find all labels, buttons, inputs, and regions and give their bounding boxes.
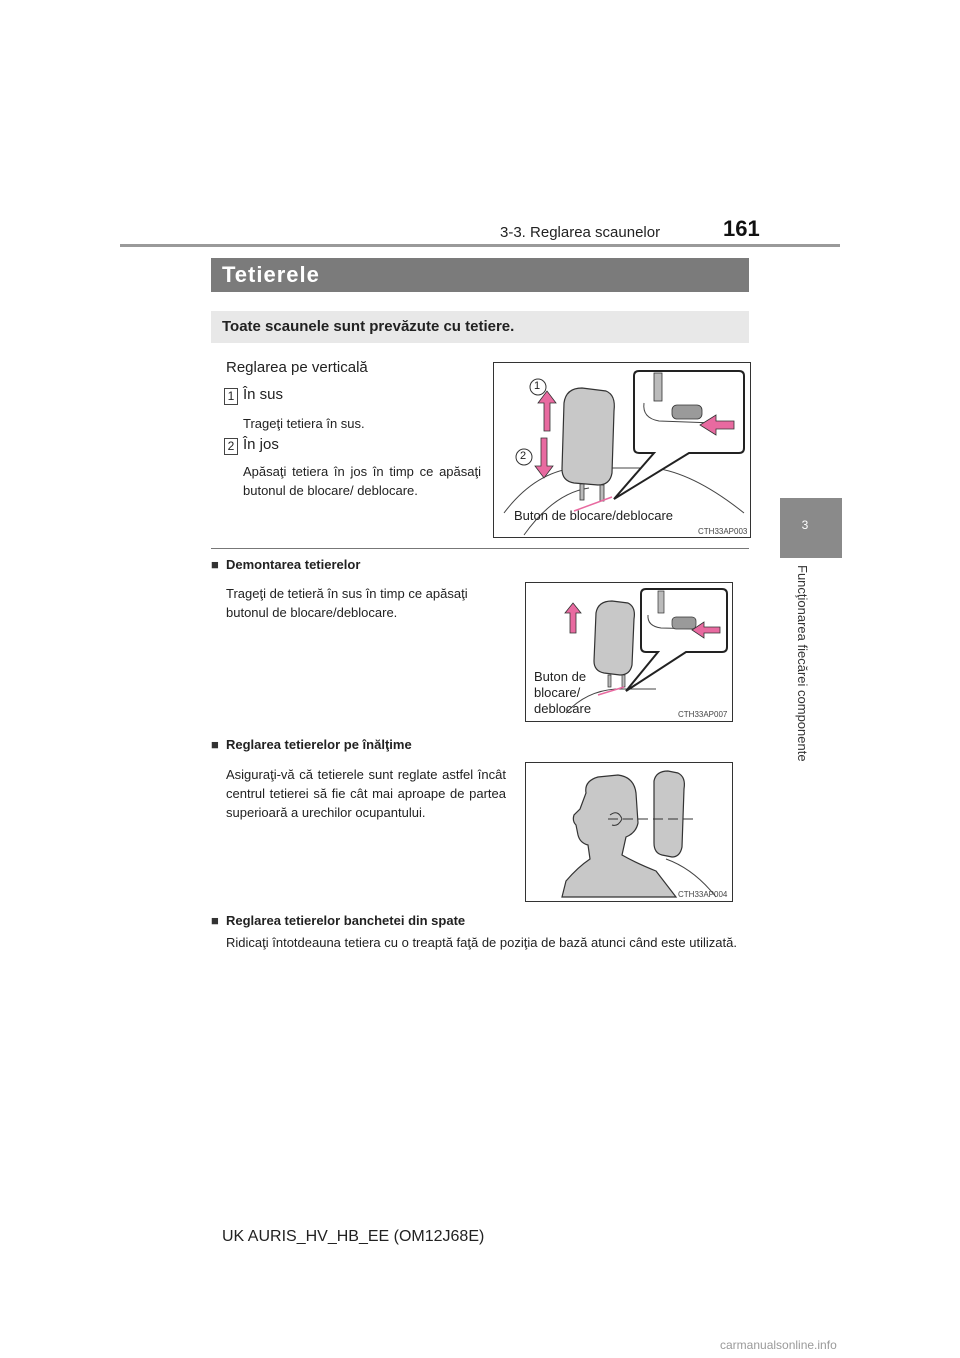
vertical-heading: Reglarea pe verticală — [226, 359, 368, 376]
footer-model: UK AURIS_HV_HB_EE (OM12J68E) — [222, 1228, 485, 1245]
figure-code: CTH33AP007 — [678, 710, 728, 719]
header-rule — [120, 244, 840, 247]
figure-code: CTH33AP004 — [678, 890, 728, 899]
chapter-number: 3 — [801, 518, 809, 532]
removal-label-2: blocare/ — [534, 685, 581, 700]
rear-heading: Reglarea tetierelor banchetei din spate — [226, 913, 466, 928]
removal-label-1: Buton de — [534, 669, 587, 684]
removal-label-3: deblocare — [534, 701, 592, 716]
page-title: Tetierele — [222, 262, 320, 287]
step-1-text: Trageţi tetiera în sus. — [243, 416, 365, 431]
callout-1: 1 — [534, 380, 541, 392]
bullet-icon: ■ — [211, 913, 219, 928]
step-2-text: Apăsaţi tetiera în jos în timp ce apăsaţi butonul de blocare/ deblocare. — [243, 464, 481, 498]
figure-headrest-height — [525, 762, 733, 902]
removal-text: Trageţi de tetieră în sus în timp ce apăsaţi butonul de blocare/deblocare. — [226, 586, 468, 620]
step-2-number: 2 — [224, 438, 238, 455]
rear-text: Ridicaţi întotdeauna tetiera cu o treaptă faţă de poziţia de bază atunci când este utilizată. — [226, 935, 737, 950]
step-2-title: În jos — [243, 436, 279, 453]
section-reference: 3-3. Reglarea scaunelor — [500, 224, 661, 241]
step-1-number: 1 — [224, 388, 238, 405]
height-text: Asiguraţi-vă că tetierele sunt reglate astfel încât centrul tetierei să fie cât mai aproape de partea superioară a urechilor ocupantului. — [226, 767, 506, 820]
bullet-icon: ■ — [211, 737, 219, 752]
headrest-height-illustration — [526, 763, 732, 901]
bullet-icon: ■ — [211, 557, 219, 572]
callout-2: 2 — [520, 450, 527, 462]
page-number: 161 — [723, 216, 760, 241]
chapter-title: Funcţionarea fiecărei componente — [795, 565, 810, 762]
lock-button-label: Buton de blocare/deblocare — [514, 508, 674, 523]
intro-text: Toate scaunele sunt prevăzute cu tetiere. — [222, 318, 515, 335]
removal-heading: Demontarea tetierelor — [226, 557, 361, 572]
section-divider — [211, 548, 749, 549]
figure-headrest-vertical — [493, 362, 751, 538]
step-1-title: În sus — [243, 386, 284, 403]
height-heading: Reglarea tetierelor pe înălţime — [226, 737, 412, 752]
figure-headrest-removal — [525, 582, 733, 722]
watermark: carmanualsonline.info — [720, 1338, 837, 1352]
figure-code: CTH33AP003 — [698, 527, 748, 536]
